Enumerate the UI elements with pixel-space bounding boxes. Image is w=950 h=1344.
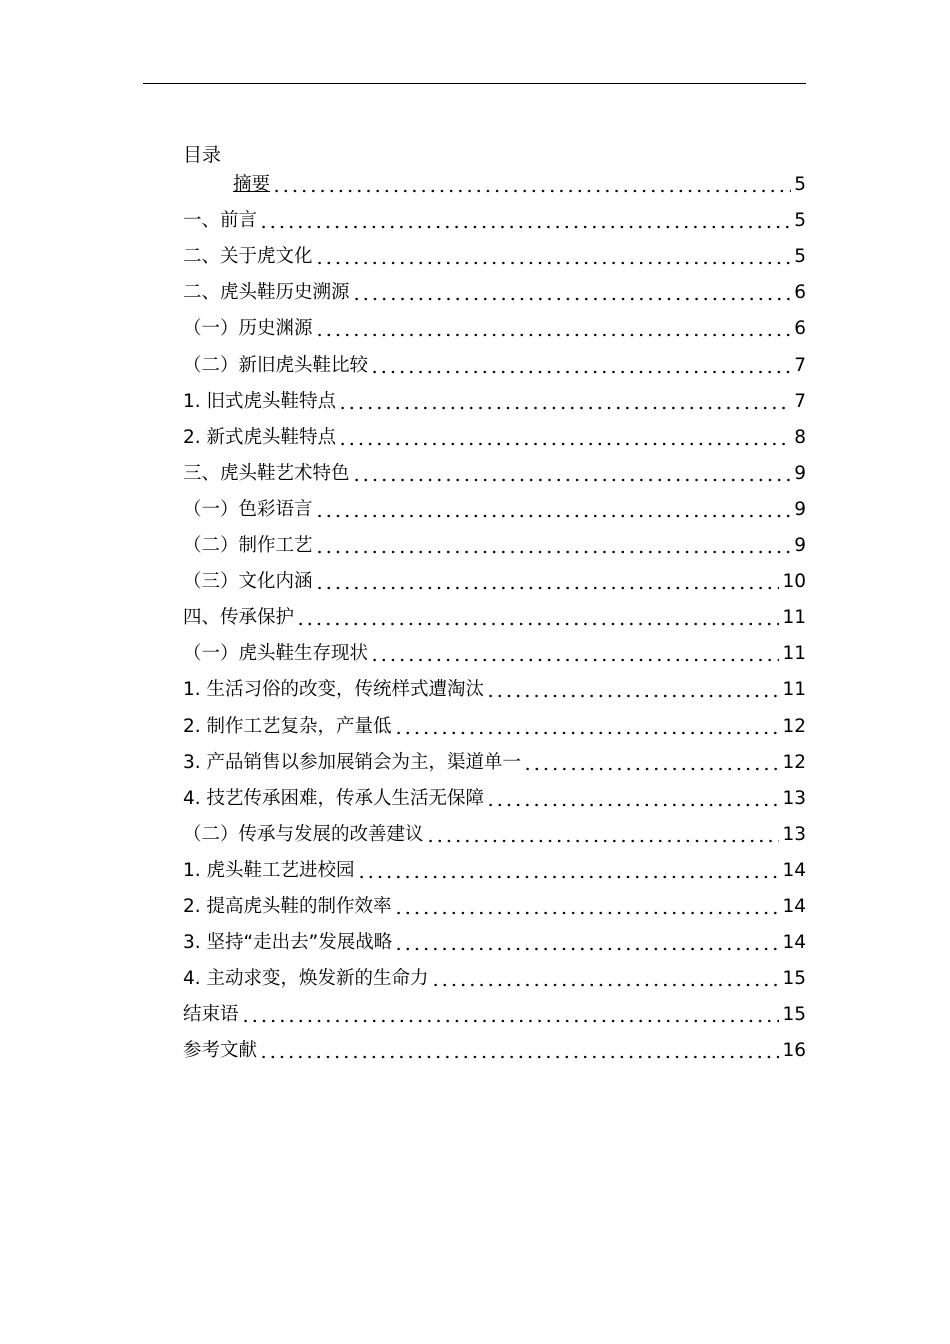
toc-entry[interactable] [183,528,806,564]
toc-dot-leader [486,693,779,699]
toc-entry-page: 13 [782,823,806,845]
toc-entry-page: 11 [782,607,806,629]
toc-dot-leader [486,802,779,808]
table-of-contents [183,167,806,1069]
toc-entry-label: 4. 主动求变，焕发新的生命力 [183,968,429,990]
toc-entry[interactable] [183,925,806,961]
header-rule [143,83,806,84]
toc-entry-page: 9 [794,535,806,557]
toc-entry[interactable] [183,600,806,636]
toc-entry-label: 3. 坚持“走出去”发展战略 [183,932,393,954]
toc-entry-page: 11 [782,643,806,665]
toc-entry-page: 9 [794,498,806,520]
toc-entry[interactable] [183,672,806,708]
toc-entry[interactable] [183,781,806,817]
toc-entry-page: 14 [782,932,806,954]
toc-entry-label: 摘要 [233,174,271,196]
toc-entry-page: 11 [782,679,806,701]
toc-entry[interactable] [183,997,806,1033]
toc-entry-label: 1. 虎头鞋工艺进校园 [183,859,355,881]
toc-entry-page: 12 [782,751,806,773]
toc-entry-page: 7 [794,390,806,412]
toc-entry-page: 8 [794,426,806,448]
toc-entry-label: 一、前言 [183,210,258,232]
toc-entry-label: （二）新旧虎头鞋比较 [183,354,369,376]
toc-entry-label: （一）虎头鞋生存现状 [183,643,369,665]
toc-entry-label: 4. 技艺传承困难，传承人生活无保障 [183,787,485,809]
toc-entry-page: 14 [782,859,806,881]
toc-dot-leader [357,874,780,880]
toc-entry[interactable] [183,745,806,781]
toc-entry-label: 结束语 [183,1004,239,1026]
toc-entry[interactable] [183,817,806,853]
toc-entry[interactable] [183,311,806,347]
toc-entry-label: （一）色彩语言 [183,498,313,520]
toc-entry-page: 9 [794,462,806,484]
toc-entry-label: 二、关于虎文化 [183,246,313,268]
toc-entry-page: 16 [782,1040,806,1062]
toc-dot-leader [272,188,791,194]
toc-entry-label: 二、虎头鞋历史溯源 [183,282,350,304]
toc-dot-leader [259,1054,779,1060]
toc-entry[interactable] [183,889,806,925]
toc-dot-leader [315,585,780,591]
toc-dot-leader [352,296,792,302]
toc-dot-leader [315,260,792,266]
toc-entry[interactable] [183,961,806,997]
toc-entry[interactable] [183,239,806,275]
toc-entry-page: 5 [794,174,806,196]
toc-dot-leader [352,477,792,483]
toc-dot-leader [394,946,779,952]
toc-entry[interactable] [183,708,806,744]
toc-entry-label: 三、虎头鞋艺术特色 [183,462,350,484]
toc-entry-page: 14 [782,895,806,917]
toc-entry-label: 参考文献 [183,1040,258,1062]
toc-dot-leader [315,332,792,338]
toc-entry-label: 2. 新式虎头鞋特点 [183,426,337,448]
toc-entry-page: 10 [782,571,806,593]
toc-entry[interactable] [183,420,806,456]
toc-entry-label: （一）历史渊源 [183,318,313,340]
toc-dot-leader [426,838,780,844]
toc-entry[interactable] [183,456,806,492]
toc-dot-leader [370,657,779,663]
toc-entry[interactable] [183,564,806,600]
toc-dot-leader [523,766,779,772]
toc-entry[interactable] [183,1033,806,1069]
toc-entry[interactable] [183,636,806,672]
toc-dot-leader [315,513,792,519]
toc-entry[interactable] [183,347,806,383]
toc-entry-page: 13 [782,787,806,809]
toc-entry-label: 1. 旧式虎头鞋特点 [183,390,337,412]
toc-entry-page: 12 [782,715,806,737]
toc-entry[interactable] [183,167,806,203]
toc-entry-page: 15 [782,1004,806,1026]
toc-dot-leader [259,224,791,230]
toc-entry-label: （三）文化内涵 [183,571,313,593]
toc-dot-leader [241,1018,780,1024]
toc-entry-label: 四、传承保护 [183,607,295,629]
toc-title: 目录 [183,144,222,166]
toc-dot-leader [338,441,791,447]
toc-entry-label: 1. 生活习俗的改变，传统样式遭淘汰 [183,679,485,701]
toc-entry[interactable] [183,492,806,528]
toc-entry-page: 15 [782,968,806,990]
toc-dot-leader [370,369,791,375]
toc-entry-label: （二）传承与发展的改善建议 [183,823,424,845]
toc-entry-label: 2. 制作工艺复杂，产量低 [183,715,392,737]
toc-entry[interactable] [183,203,806,239]
toc-entry-page: 5 [794,246,806,268]
toc-dot-leader [431,982,780,988]
toc-entry-label: 3. 产品销售以参加展销会为主，渠道单一 [183,751,522,773]
toc-entry-label: 2. 提高虎头鞋的制作效率 [183,895,392,917]
toc-entry-page: 5 [794,210,806,232]
toc-dot-leader [394,910,780,916]
toc-dot-leader [394,730,780,736]
toc-entry[interactable] [183,853,806,889]
toc-entry-page: 6 [794,282,806,304]
toc-dot-leader [296,621,779,627]
toc-entry-label: （二）制作工艺 [183,535,313,557]
toc-dot-leader [315,549,792,555]
toc-entry[interactable] [183,384,806,420]
toc-entry-page: 6 [794,318,806,340]
toc-entry-page: 7 [794,354,806,376]
toc-dot-leader [338,405,791,411]
toc-entry[interactable] [183,275,806,311]
